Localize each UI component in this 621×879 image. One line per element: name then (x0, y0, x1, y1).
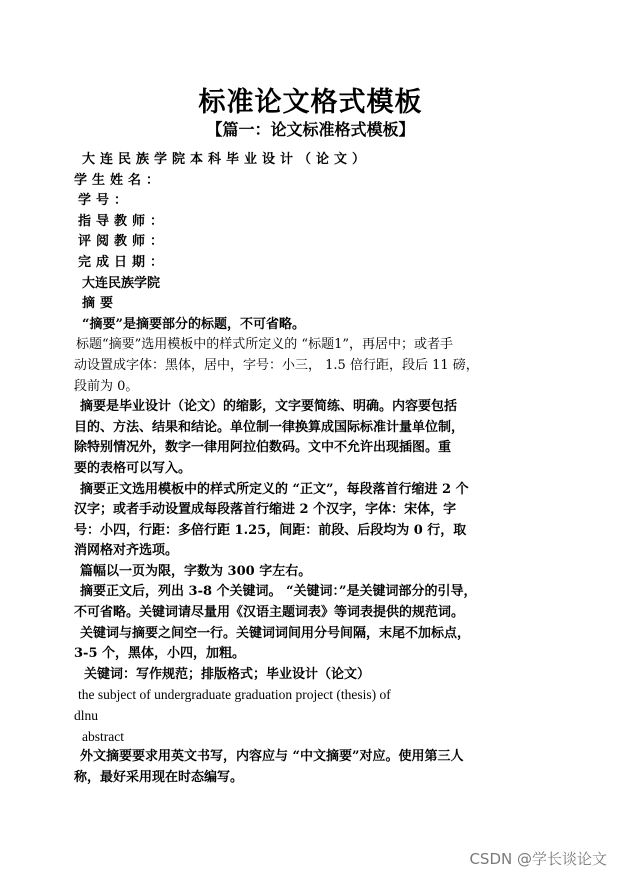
document-title: 标准论文格式模板 (198, 87, 423, 118)
paragraph-line: 称，最好采用现在时态编写。 (74, 769, 244, 785)
paragraph-line: 号：小四，行距：多倍行距 1.25，间距：前段、后段均为 0 行，取 (74, 522, 467, 538)
document-body (74, 150, 544, 788)
paragraph-line: 除特别情况外，数字一律用阿拉伯数码。文中不允许出现插图。重 (74, 440, 452, 456)
line-institution-heading: 大连民族学院本科毕业设计（论文） (82, 152, 371, 167)
paragraph-line: 3-5 个，黑体，小四，加粗。 (74, 646, 246, 662)
line-english-title: the subject of undergraduate graduation project (thesis) of (78, 687, 391, 703)
line-abstract-heading: 摘要 (82, 296, 119, 312)
paragraph-line: 动设置成字体：黑体，居中，字号：小三， 1.5 倍行距，段后 11 磅， (74, 357, 479, 373)
line-english-abstract-heading: abstract (82, 728, 124, 744)
line-keywords: 关键词：写作规范；排版格式；毕业设计（论文） (84, 666, 371, 682)
paragraph-line: 标题“摘要”选用模板中的样式所定义的 “标题1”，再居中；或者手 (76, 337, 453, 353)
watermark: CSDN @学长谈论文 (469, 850, 607, 868)
paragraph-line: 目的、方法、结果和结论。单位制一律换算成国际标准计量单位制， (74, 419, 465, 435)
paragraph-line: 汉字；或者手动设置成每段落首行缩进 2 个汉字，字体：宋体，字 (74, 502, 457, 518)
line-advisor: 指导教师： (78, 213, 169, 229)
line-reviewer: 评阅教师： (78, 234, 169, 250)
line-student-id: 学号： (78, 193, 133, 209)
line-english-title-cont: dlnu (74, 708, 99, 724)
paragraph-line: 摘要正文后，列出 3-8 个关键词。 “关键词：”是关键词部分的引导， (80, 584, 477, 600)
paragraph-line: 消网格对齐选项。 (74, 543, 179, 559)
paragraph-line: 不可省略。关键词请尽量用《汉语主题词表》等词表提供的规范词。 (74, 605, 465, 621)
paragraph-line: 关键词与摘要之间空一行。关键词词间用分号间隔，末尾不加标点， (80, 625, 471, 641)
paragraph-line: 摘要是毕业设计（论文）的缩影，文字要简练、明确。内容要包括 (80, 399, 458, 415)
line-institution: 大连民族学院 (82, 275, 161, 291)
paragraph-line: 要的表格可以写入。 (74, 460, 192, 476)
document-subtitle: 【篇一：论文标准格式模板】 (206, 120, 415, 139)
line-student-name: 学生姓名： (74, 172, 165, 188)
paragraph-line: “摘要”是摘要部分的标题，不可省略。 (82, 316, 305, 332)
paragraph-line: 摘要正文选用模板中的样式所定义的 “正文”，每段落首行缩进 2 个 (80, 481, 469, 497)
line-completion-date: 完成日期： (78, 254, 169, 270)
paragraph-line: 篇幅以一页为限，字数为 300 字左右。 (80, 563, 312, 579)
paragraph-line: 外文摘要要求用英文书写，内容应与 “中文摘要”对应。使用第三人 (80, 749, 464, 765)
paragraph-line: 段前为 0。 (74, 378, 139, 394)
